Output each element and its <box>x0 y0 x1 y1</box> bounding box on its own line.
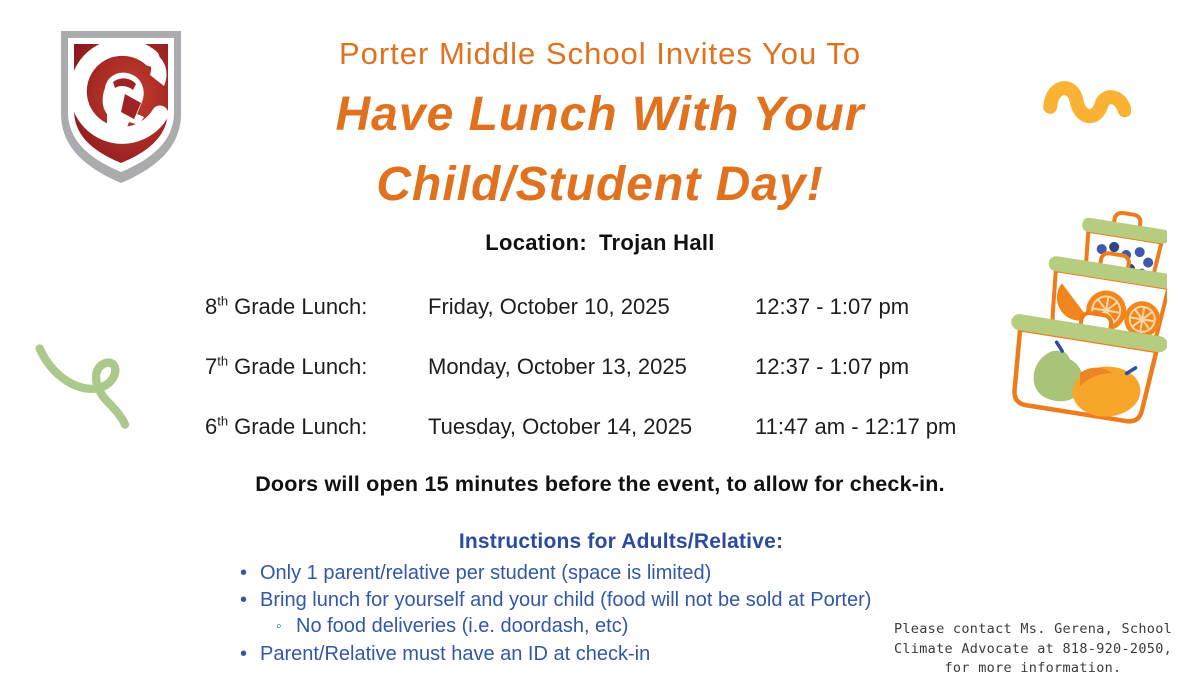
title-line-2: Child/Student Day! <box>376 158 824 211</box>
lunch-date: Friday, October 10, 2025 <box>428 294 670 319</box>
grade-label: 6th Grade Lunch: <box>205 413 368 439</box>
grade-label: 7th Grade Lunch: <box>205 353 368 379</box>
instruction-text: Only 1 parent/relative per student (space is limited) <box>260 562 712 584</box>
page-title <box>0 80 1200 220</box>
instruction-item <box>240 560 940 587</box>
location-value: Trojan Hall <box>598 230 715 255</box>
contact-info <box>872 620 1194 675</box>
bullet-icon: • <box>240 588 248 611</box>
lunch-time: 12:37 - 1:07 pm <box>755 354 910 379</box>
instruction-text: Parent/Relative must have an ID at check-in <box>260 642 651 665</box>
instruction-subitem <box>240 613 940 641</box>
lunch-date: Monday, October 13, 2025 <box>428 354 687 379</box>
instruction-text: Bring lunch for yourself and your child (food will not be sold at Porter) <box>260 588 872 611</box>
instructions-list <box>240 560 940 667</box>
schedule-row-8th <box>205 288 995 348</box>
title-line-1: Have Lunch With Your <box>335 88 865 141</box>
instruction-item <box>240 641 940 668</box>
yellow-squiggle-icon <box>1043 70 1131 140</box>
grade-label: 8th Grade Lunch: <box>205 293 368 319</box>
bullet-icon: • <box>240 562 248 584</box>
schedule-row-6th <box>205 408 995 468</box>
location-line <box>0 230 1200 256</box>
green-squiggle-icon <box>30 330 142 432</box>
contact-line-1: Please contact Ms. Gerena, School <box>893 621 1173 637</box>
bullet-icon: • <box>240 642 248 665</box>
instruction-text: No food deliveries (i.e. doordash, etc) <box>296 615 629 637</box>
contact-line-2: Climate Advocate at 818-920-2050, <box>893 640 1173 657</box>
lunch-date: Tuesday, October 14, 2025 <box>428 414 693 439</box>
sub-bullet-icon: ◦ <box>276 618 282 635</box>
instruction-item <box>240 587 940 614</box>
lunch-time: 12:37 - 1:07 pm <box>755 294 910 319</box>
lunch-schedule <box>205 288 995 468</box>
lunch-time: 11:47 am - 12:17 pm <box>755 414 957 439</box>
doors-note: Doors will open 15 minutes before the event, to allow for check-in. <box>255 472 945 496</box>
location-label: Location: <box>485 230 587 255</box>
instructions-heading: Instructions for Adults/Relative: <box>458 530 784 553</box>
schedule-row-7th <box>205 348 995 408</box>
contact-line-3: for more information. <box>944 660 1122 675</box>
invite-line: Porter Middle School Invites You To <box>338 36 862 71</box>
